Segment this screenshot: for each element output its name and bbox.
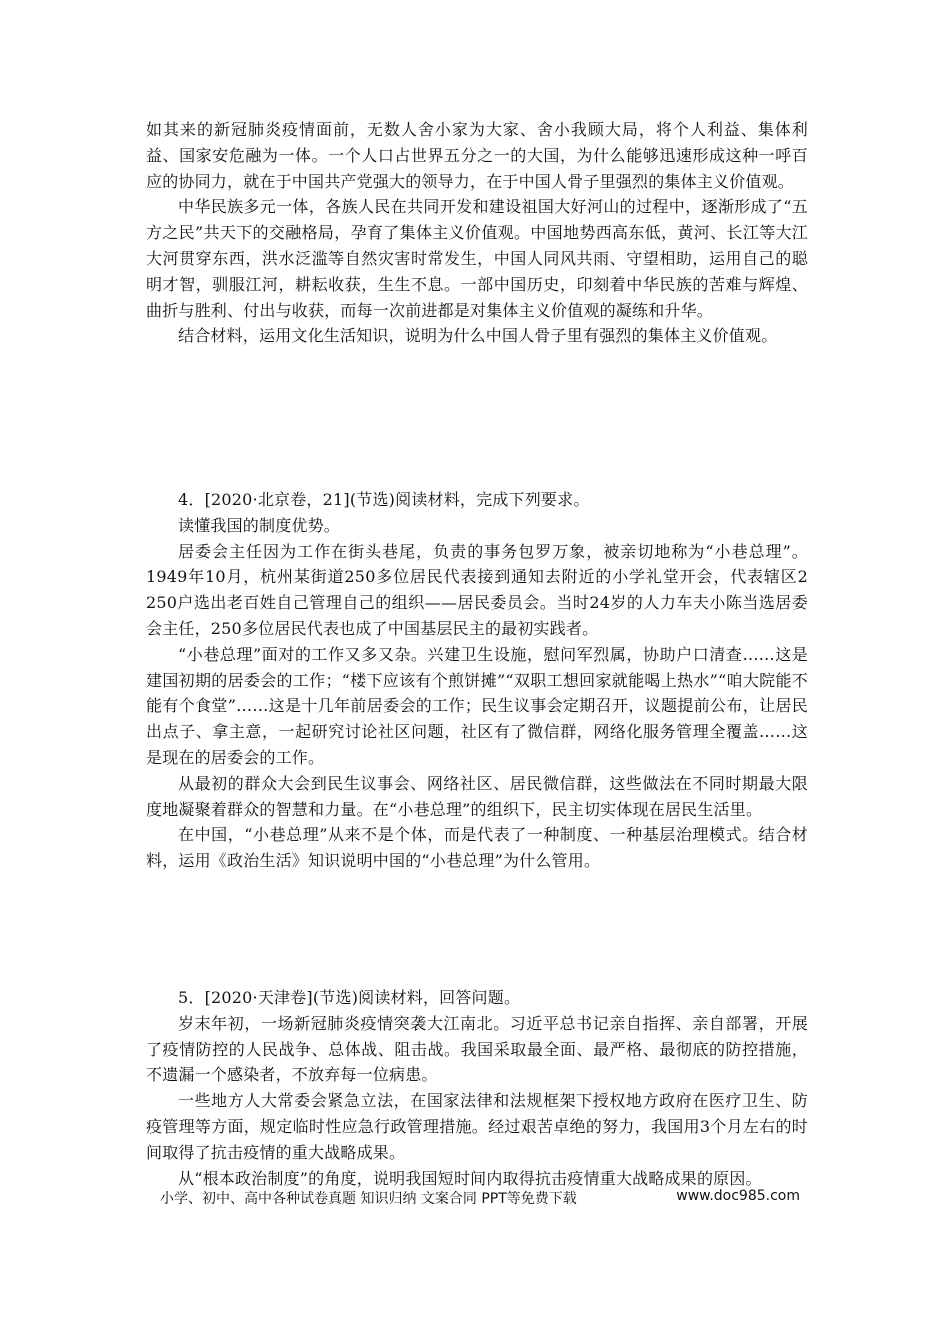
paragraph: “小巷总理”面对的工作又多又杂。兴建卫生设施，慰问军烈属，协助户口清查……这是建国初期的居委会的工作；“楼下应该有个煎饼摊”“双职工想回家就能喝上热水”“咱大院能不能有个食堂”……这是十几年前居委会的工作；民生议事会定期召开，议题提前公布，让居民出点子、拿主意，一起研究讨论社区问题，社区有了微信群，网络化服务管理全覆盖……这是现在的居委会的工作。 <box>146 644 808 767</box>
page-footer <box>160 1188 800 1208</box>
paragraph: 居委会主任因为工作在街头巷尾，负责的事务包罗万象，被亲切地称为“小巷总理”。1949年10月，杭州某街道250多位居民代表接到通知去附近的小学礼堂开会，代表辖区2 250户选出老百姓自己管理自己的组织——居民委员会。当时24岁的人力车夫小陈当选居委会主任，250多位居民代表也成了中国基层民主的最初实践者。 <box>146 541 808 638</box>
question-heading: 4．[2020·北京卷，21](节选)阅读材料，完成下列要求。 <box>178 490 590 509</box>
question-5 <box>146 985 808 1191</box>
paragraph: 如其来的新冠肺炎疫情面前，无数人舍小家为大家、舍小我顾大局，将个人利益、集体利益、国家安危融为一体。一个人口占世界五分之一的大国，为什么能够迅速形成这种一呼百应的协同力，就在于中国共产党强大的领导力，在于中国人骨子里强烈的集体主义价值观。 <box>146 120 808 191</box>
question-prompt: 结合材料，运用文化生活知识，说明为什么中国人骨子里有强烈的集体主义价值观。 <box>178 326 778 346</box>
footer-url: www.doc985.com <box>676 1188 800 1204</box>
question-prompt: 在中国，“小巷总理”从来不是个体，而是代表了一种制度、一种基层治理模式。结合材料，运用《政治生活》知识说明中国的“小巷总理”为什么管用。 <box>146 825 808 871</box>
question-prompt: 从“根本政治制度”的角度，说明我国短时间内取得抗击疫情重大战略成果的原因。 <box>178 1168 762 1188</box>
question-4 <box>146 487 808 874</box>
footer-text: 小学、初中、高中各种试卷真题 知识归纳 文案合同 PPT等免费下载 <box>160 1191 577 1207</box>
paragraph: 中华民族多元一体，各族人民在共同开发和建设祖国大好河山的过程中，逐渐形成了“五方之民”共天下的交融格局，孕育了集体主义价值观。中国地势西高东低，黄河、长江等大江大河贯穿东西，洪水泛滥等自然灾害时常发生，中国人同风共雨、守望相助，运用自己的聪明才智，驯服江河，耕耘收获，生生不息。一部中国历史，印刻着中华民族的苦难与辉煌、曲折与胜利、付出与收获，而每一次前进都是对集体主义价值观的凝练和升华。 <box>146 197 808 320</box>
paragraph: 岁末年初，一场新冠肺炎疫情突袭大江南北。习近平总书记亲自指挥、亲自部署，开展了疫情防控的人民战争、总体战、阻击战。我国采取最全面、最严格、最彻底的防控措施，不遗漏一个感染者，不放弃每一位病患。 <box>146 1013 808 1085</box>
paragraph: 从最初的群众大会到民生议事会、网络社区、居民微信群，这些做法在不同时期最大限度地凝聚着群众的智慧和力量。在“小巷总理”的组织下，民主切实体现在居民生活里。 <box>146 773 808 819</box>
question-3-material <box>146 117 808 349</box>
paragraph: 读懂我国的制度优势。 <box>178 515 341 535</box>
paragraph: 一些地方人大常委会紧急立法，在国家法律和法规框架下授权地方政府在医疗卫生、防疫管理等方面，规定临时性应急行政管理措施。经过艰苦卓绝的努力，我国用3个月左右的时间取得了抗击疫情的重大战略成果。 <box>146 1091 808 1162</box>
question-heading: 5．[2020·天津卷](节选)阅读材料，回答问题。 <box>178 988 521 1007</box>
